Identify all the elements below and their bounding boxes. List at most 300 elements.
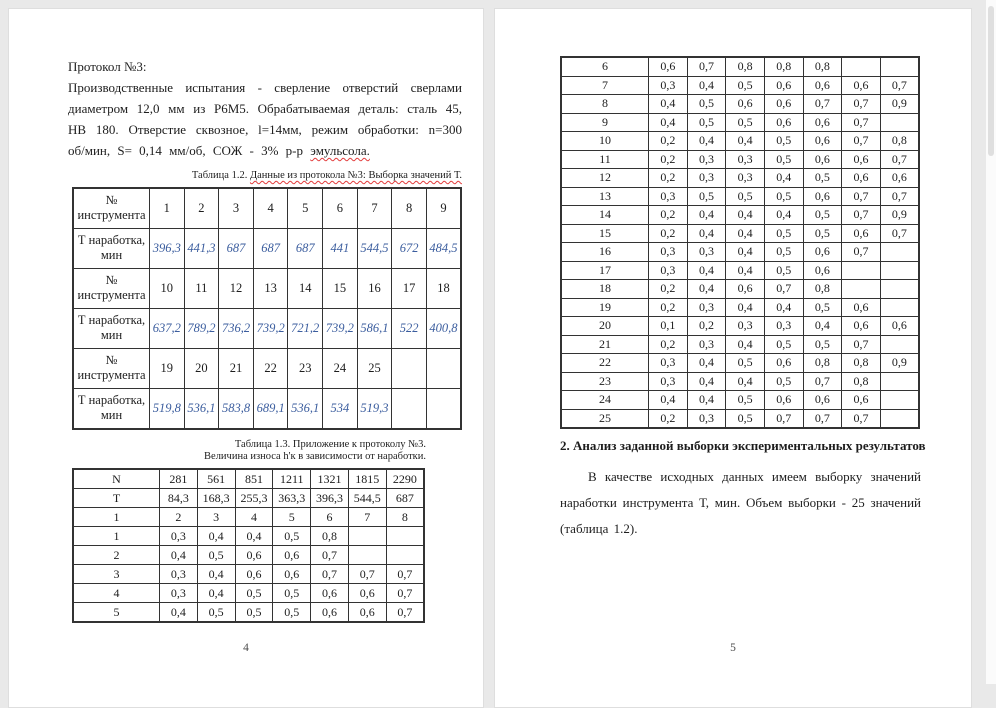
- data-cell: [426, 388, 461, 429]
- data-cell: 8: [386, 507, 424, 526]
- table-row: [561, 335, 919, 354]
- data-cell: 16: [357, 268, 392, 308]
- data-cell: 687: [253, 228, 288, 268]
- data-cell: [348, 545, 386, 564]
- data-cell: 5: [288, 188, 323, 229]
- table-1-3-caption: [68, 439, 426, 464]
- data-cell: 0,4: [687, 76, 726, 95]
- data-cell: 0,2: [649, 150, 688, 169]
- data-cell: 20: [184, 348, 219, 388]
- data-cell: [842, 261, 881, 280]
- data-cell: 281: [160, 469, 198, 489]
- row-label-cell: 7: [561, 76, 649, 95]
- table-row: [561, 391, 919, 410]
- table-row: [73, 388, 461, 429]
- data-cell: 519,8: [150, 388, 185, 429]
- data-cell: [880, 57, 919, 76]
- data-cell: 721,2: [288, 308, 323, 348]
- data-cell: 0,8: [311, 526, 349, 545]
- data-cell: 7: [348, 507, 386, 526]
- data-cell: 0,4: [726, 206, 765, 225]
- data-cell: 14: [288, 268, 323, 308]
- table-row: [561, 409, 919, 428]
- data-cell: 0,7: [386, 583, 424, 602]
- data-cell: 0,4: [764, 206, 803, 225]
- data-cell: 0,4: [160, 602, 198, 622]
- data-cell: 0,7: [687, 57, 726, 76]
- spellcheck-flagged-word: эмульсола.: [310, 143, 370, 158]
- data-cell: 0,4: [726, 224, 765, 243]
- vertical-scrollbar[interactable]: [986, 0, 996, 684]
- data-cell: 0,4: [197, 564, 235, 583]
- data-cell: 0,6: [880, 169, 919, 188]
- table-row: [561, 95, 919, 114]
- data-cell: 534: [323, 388, 358, 429]
- row-label-cell: Т наработка, мин: [73, 308, 150, 348]
- data-cell: 0,6: [803, 261, 842, 280]
- data-cell: 0,7: [803, 409, 842, 428]
- data-cell: 0,5: [764, 261, 803, 280]
- table-row: [561, 76, 919, 95]
- data-cell: [842, 57, 881, 76]
- data-cell: [880, 280, 919, 299]
- data-cell: 0,7: [842, 132, 881, 151]
- data-cell: 0,7: [880, 187, 919, 206]
- data-cell: 0,3: [687, 335, 726, 354]
- data-cell: 0,4: [726, 132, 765, 151]
- data-cell: 0,9: [880, 354, 919, 373]
- data-cell: [880, 113, 919, 132]
- data-cell: 0,4: [649, 391, 688, 410]
- data-cell: 0,6: [649, 57, 688, 76]
- row-label-cell: № инструмента: [73, 268, 150, 308]
- data-cell: 0,6: [764, 354, 803, 373]
- data-cell: 0,6: [842, 76, 881, 95]
- section-2-heading: 2. Анализ заданной выборки экспериментальных результатов: [560, 438, 926, 453]
- data-cell: 0,8: [803, 57, 842, 76]
- table-row: [73, 507, 424, 526]
- data-cell: 0,4: [764, 169, 803, 188]
- data-cell: 0,7: [842, 95, 881, 114]
- data-cell: 396,3: [311, 488, 349, 507]
- row-label-cell: 1: [73, 526, 160, 545]
- row-label-cell: 21: [561, 335, 649, 354]
- data-cell: 0,4: [726, 335, 765, 354]
- table-1-2-caption-flagged: Данные из протокола №3: Выборка значений Т.: [249, 170, 462, 181]
- data-cell: 0,5: [273, 602, 311, 622]
- data-cell: 0,7: [764, 280, 803, 299]
- data-cell: 586,1: [357, 308, 392, 348]
- table-row: [561, 113, 919, 132]
- data-cell: 672: [392, 228, 427, 268]
- row-label-cell: 10: [561, 132, 649, 151]
- table-row: [561, 206, 919, 225]
- row-label-cell: № инструмента: [73, 348, 150, 388]
- data-cell: 0,6: [764, 95, 803, 114]
- data-cell: 0,9: [880, 206, 919, 225]
- data-cell: 0,7: [842, 113, 881, 132]
- data-cell: 12: [219, 268, 254, 308]
- page-4: [8, 8, 484, 708]
- data-cell: 441: [323, 228, 358, 268]
- data-cell: 0,3: [160, 526, 198, 545]
- data-cell: 4: [253, 188, 288, 229]
- data-cell: 400,8: [426, 308, 461, 348]
- table-row: [561, 280, 919, 299]
- data-cell: 0,7: [803, 372, 842, 391]
- data-cell: 0,5: [803, 224, 842, 243]
- data-cell: 0,5: [764, 187, 803, 206]
- data-cell: 0,6: [273, 564, 311, 583]
- data-cell: 484,5: [426, 228, 461, 268]
- data-cell: 0,6: [842, 298, 881, 317]
- data-cell: 0,4: [726, 261, 765, 280]
- data-cell: 168,3: [197, 488, 235, 507]
- protocol-paragraph: [68, 77, 462, 161]
- row-label-cell: 4: [73, 583, 160, 602]
- data-cell: 9: [426, 188, 461, 229]
- data-cell: 15: [323, 268, 358, 308]
- table-row: [73, 228, 461, 268]
- page-5-content: [495, 9, 971, 542]
- data-cell: 0,3: [687, 243, 726, 262]
- data-cell: 0,6: [311, 602, 349, 622]
- data-cell: 0,5: [687, 187, 726, 206]
- data-cell: 0,3: [160, 583, 198, 602]
- table-row: [561, 372, 919, 391]
- row-label-cell: 19: [561, 298, 649, 317]
- data-cell: 0,4: [803, 317, 842, 336]
- data-cell: 0,3: [649, 187, 688, 206]
- row-label-cell: 18: [561, 280, 649, 299]
- data-cell: 1211: [273, 469, 311, 489]
- table-row: [73, 526, 424, 545]
- data-cell: 0,3: [726, 169, 765, 188]
- table-row: [561, 169, 919, 188]
- data-cell: 0,2: [649, 409, 688, 428]
- data-cell: 0,6: [273, 545, 311, 564]
- data-cell: 5: [273, 507, 311, 526]
- table-row: [73, 469, 424, 489]
- data-cell: 0,7: [880, 150, 919, 169]
- data-cell: 687: [386, 488, 424, 507]
- data-cell: 0,5: [197, 545, 235, 564]
- data-cell: 0,6: [803, 187, 842, 206]
- data-cell: 0,3: [764, 317, 803, 336]
- data-cell: 0,5: [764, 335, 803, 354]
- data-cell: 0,7: [842, 335, 881, 354]
- data-cell: 0,7: [842, 187, 881, 206]
- data-cell: 0,1: [649, 317, 688, 336]
- data-cell: 21: [219, 348, 254, 388]
- data-cell: 0,3: [649, 261, 688, 280]
- data-cell: 536,1: [184, 388, 219, 429]
- row-label-cell: 23: [561, 372, 649, 391]
- table-row: [561, 57, 919, 76]
- data-cell: 851: [235, 469, 273, 489]
- data-cell: 0,6: [348, 583, 386, 602]
- table-row: [561, 298, 919, 317]
- data-cell: 0,5: [764, 243, 803, 262]
- data-cell: 0,6: [764, 76, 803, 95]
- data-cell: 0,6: [803, 150, 842, 169]
- data-cell: 0,6: [842, 169, 881, 188]
- data-cell: 0,4: [687, 391, 726, 410]
- table-row: [73, 188, 461, 229]
- data-cell: 0,2: [687, 317, 726, 336]
- row-label-cell: Т наработка, мин: [73, 388, 150, 429]
- data-cell: 0,8: [803, 280, 842, 299]
- data-cell: 18: [426, 268, 461, 308]
- row-label-cell: 3: [73, 564, 160, 583]
- data-cell: 0,7: [311, 545, 349, 564]
- data-cell: 1: [150, 188, 185, 229]
- row-label-cell: 9: [561, 113, 649, 132]
- data-cell: 0,5: [235, 602, 273, 622]
- data-cell: 0,8: [842, 354, 881, 373]
- data-cell: 6: [311, 507, 349, 526]
- data-cell: 0,2: [649, 335, 688, 354]
- table-row: [73, 488, 424, 507]
- data-cell: 0,4: [687, 372, 726, 391]
- table-row: [73, 348, 461, 388]
- table-1-3-wear-values-part1: [72, 468, 425, 623]
- data-cell: 0,3: [649, 354, 688, 373]
- scrollbar-thumb[interactable]: [988, 6, 994, 156]
- data-cell: 0,4: [197, 526, 235, 545]
- data-cell: 0,4: [687, 261, 726, 280]
- data-cell: 519,3: [357, 388, 392, 429]
- data-cell: 0,4: [726, 243, 765, 262]
- data-cell: 0,6: [726, 95, 765, 114]
- data-cell: 0,5: [764, 132, 803, 151]
- data-cell: 0,2: [649, 280, 688, 299]
- data-cell: 19: [150, 348, 185, 388]
- data-cell: 84,3: [160, 488, 198, 507]
- data-cell: 0,3: [160, 564, 198, 583]
- data-cell: 544,5: [357, 228, 392, 268]
- data-cell: 25: [357, 348, 392, 388]
- data-cell: 2: [160, 507, 198, 526]
- data-cell: 0,4: [649, 113, 688, 132]
- data-cell: 0,2: [649, 132, 688, 151]
- data-cell: 0,9: [880, 95, 919, 114]
- table-row: [73, 583, 424, 602]
- row-label-cell: T: [73, 488, 160, 507]
- row-label-cell: 1: [73, 507, 160, 526]
- table-row: [561, 243, 919, 262]
- data-cell: [880, 372, 919, 391]
- row-label-cell: 8: [561, 95, 649, 114]
- data-cell: 0,6: [311, 583, 349, 602]
- row-label-cell: 15: [561, 224, 649, 243]
- table-row: [561, 187, 919, 206]
- row-label-cell: 24: [561, 391, 649, 410]
- data-cell: 689,1: [253, 388, 288, 429]
- data-cell: 17: [392, 268, 427, 308]
- data-cell: 0,6: [842, 150, 881, 169]
- row-label-cell: 14: [561, 206, 649, 225]
- data-cell: [880, 335, 919, 354]
- table-row: [561, 150, 919, 169]
- data-cell: 0,4: [687, 354, 726, 373]
- table-row: [561, 224, 919, 243]
- page-4-content: [9, 9, 483, 623]
- data-cell: 0,3: [726, 150, 765, 169]
- row-label-cell: 22: [561, 354, 649, 373]
- data-cell: 0,5: [764, 150, 803, 169]
- data-cell: 13: [253, 268, 288, 308]
- table-1-3-caption-line1: Таблица 1.3. Приложение к протоколу №3.: [234, 438, 426, 450]
- row-label-cell: 11: [561, 150, 649, 169]
- table-row: [561, 317, 919, 336]
- data-cell: 0,7: [386, 602, 424, 622]
- data-cell: 0,5: [726, 76, 765, 95]
- table-1-2-caption-prefix: Таблица 1.2.: [191, 170, 250, 181]
- data-cell: 255,3: [235, 488, 273, 507]
- row-label-cell: Т наработка, мин: [73, 228, 150, 268]
- data-cell: 0,8: [726, 57, 765, 76]
- data-cell: 8: [392, 188, 427, 229]
- data-cell: 0,5: [687, 113, 726, 132]
- data-cell: 0,3: [649, 372, 688, 391]
- data-cell: 739,2: [253, 308, 288, 348]
- data-cell: 0,4: [726, 372, 765, 391]
- data-cell: 0,7: [842, 409, 881, 428]
- data-cell: 396,3: [150, 228, 185, 268]
- data-cell: 0,5: [726, 113, 765, 132]
- data-cell: 0,5: [726, 354, 765, 373]
- data-cell: 0,8: [764, 57, 803, 76]
- row-label-cell: 12: [561, 169, 649, 188]
- data-cell: 0,5: [803, 298, 842, 317]
- data-cell: [426, 348, 461, 388]
- data-cell: 0,4: [687, 206, 726, 225]
- data-cell: 0,5: [726, 409, 765, 428]
- data-cell: 0,8: [880, 132, 919, 151]
- data-cell: 1815: [348, 469, 386, 489]
- data-cell: [386, 545, 424, 564]
- data-cell: [348, 526, 386, 545]
- data-cell: [386, 526, 424, 545]
- data-cell: 3: [219, 188, 254, 229]
- data-cell: 0,7: [842, 243, 881, 262]
- data-cell: 1321: [311, 469, 349, 489]
- data-cell: 0,4: [687, 132, 726, 151]
- data-cell: 0,7: [880, 224, 919, 243]
- data-cell: 7: [357, 188, 392, 229]
- table-row: [73, 602, 424, 622]
- data-cell: 0,7: [348, 564, 386, 583]
- data-cell: 0,6: [235, 545, 273, 564]
- row-label-cell: N: [73, 469, 160, 489]
- data-cell: [880, 243, 919, 262]
- data-cell: 0,6: [880, 317, 919, 336]
- table-1-2-sample-values: [72, 187, 462, 430]
- data-cell: 0,3: [687, 298, 726, 317]
- data-cell: 0,5: [803, 206, 842, 225]
- data-cell: 0,8: [842, 372, 881, 391]
- data-cell: [880, 298, 919, 317]
- data-cell: 0,6: [803, 391, 842, 410]
- table-row: [73, 545, 424, 564]
- data-cell: 583,8: [219, 388, 254, 429]
- data-cell: 3: [197, 507, 235, 526]
- data-cell: 0,6: [803, 243, 842, 262]
- data-cell: 637,2: [150, 308, 185, 348]
- data-cell: 0,5: [726, 187, 765, 206]
- data-cell: 0,3: [687, 150, 726, 169]
- data-cell: 522: [392, 308, 427, 348]
- row-label-cell: 6: [561, 57, 649, 76]
- data-cell: 2: [184, 188, 219, 229]
- data-cell: [880, 391, 919, 410]
- data-cell: 789,2: [184, 308, 219, 348]
- data-cell: 0,5: [726, 391, 765, 410]
- data-cell: 0,5: [764, 372, 803, 391]
- data-cell: 687: [288, 228, 323, 268]
- data-cell: 739,2: [323, 308, 358, 348]
- data-cell: 0,5: [764, 224, 803, 243]
- data-cell: 0,8: [803, 354, 842, 373]
- data-cell: 24: [323, 348, 358, 388]
- data-cell: [392, 348, 427, 388]
- data-cell: 0,2: [649, 224, 688, 243]
- row-label-cell: 16: [561, 243, 649, 262]
- data-cell: 4: [235, 507, 273, 526]
- row-label-cell: 2: [73, 545, 160, 564]
- section-2-paragraph: В качестве исходных данных имеем выборку значений наработки инструмента Т, мин. Объем выборки - 25 значений (таблица 1.2).: [560, 469, 921, 536]
- data-cell: 363,3: [273, 488, 311, 507]
- data-cell: 544,5: [348, 488, 386, 507]
- table-row: [561, 354, 919, 373]
- data-cell: 536,1: [288, 388, 323, 429]
- data-cell: [880, 261, 919, 280]
- table-row: [73, 268, 461, 308]
- data-cell: 0,4: [235, 526, 273, 545]
- row-label-cell: 20: [561, 317, 649, 336]
- data-cell: 0,6: [842, 391, 881, 410]
- data-cell: 2290: [386, 469, 424, 489]
- table-row: [73, 564, 424, 583]
- page-number-5: 5: [730, 642, 736, 654]
- data-cell: 0,5: [273, 526, 311, 545]
- table-1-3-caption-line2: Величина износа h'к в зависимости от наработки.: [204, 451, 426, 462]
- data-cell: 0,6: [803, 76, 842, 95]
- data-cell: 0,7: [842, 206, 881, 225]
- row-label-cell: 25: [561, 409, 649, 428]
- table-1-2-caption: [68, 170, 462, 183]
- protocol-paragraph-text: Производственные испытания - сверление отверстий сверлами диаметром 12,0 мм из Р6М5. Обрабатываемая деталь: сталь 45, НВ 180. Отверстие сквозное, l=14мм, режим обработки: n=300 об/мин, S= 0,14 мм/об, СОЖ - 3% р-р: [68, 80, 462, 158]
- data-cell: 0,6: [803, 113, 842, 132]
- data-cell: 0,4: [687, 280, 726, 299]
- data-cell: 441,3: [184, 228, 219, 268]
- data-cell: 0,2: [649, 169, 688, 188]
- data-cell: 0,6: [348, 602, 386, 622]
- data-cell: 0,4: [197, 583, 235, 602]
- data-cell: 0,2: [649, 298, 688, 317]
- page-5: [494, 8, 972, 708]
- data-cell: 22: [253, 348, 288, 388]
- row-label-cell: 17: [561, 261, 649, 280]
- data-cell: 10: [150, 268, 185, 308]
- data-cell: [880, 409, 919, 428]
- data-cell: 0,5: [687, 95, 726, 114]
- row-label-cell: № инструмента: [73, 188, 150, 229]
- data-cell: 0,2: [649, 206, 688, 225]
- table-row: [561, 261, 919, 280]
- data-cell: 0,4: [687, 224, 726, 243]
